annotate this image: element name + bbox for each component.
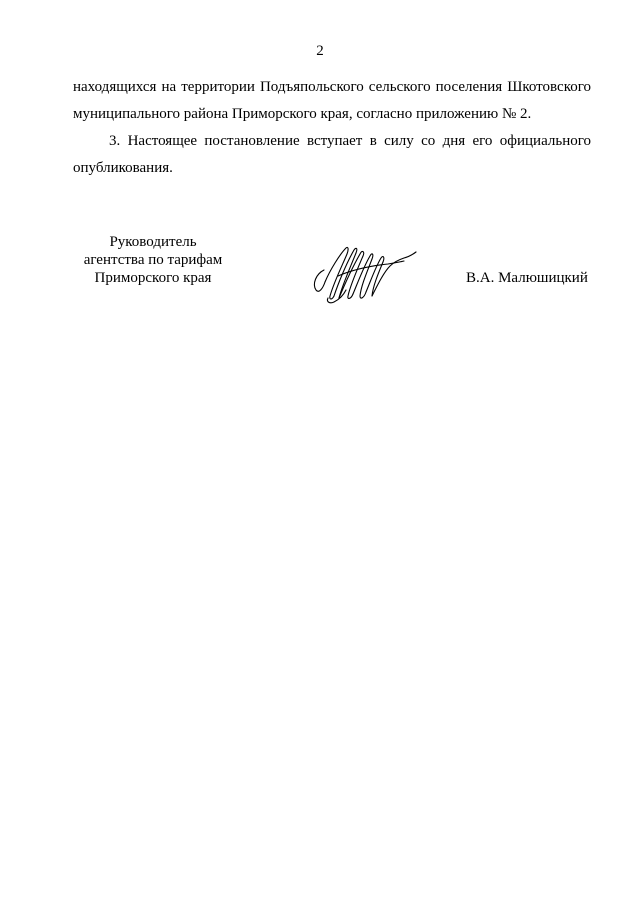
- text-line: 3. Настоящее постановление вступает в силу со дня его официального: [109, 133, 591, 149]
- paragraph-clause-3: [73, 128, 591, 182]
- text-line: муниципального района Приморского края, согласно приложению № 2.: [73, 106, 532, 122]
- signer-title-line: агентства по тарифам: [83, 252, 223, 268]
- text-line: находящихся на территории Подъяпольского сельского поселения Шкотовского: [73, 79, 591, 95]
- signer-name: В.А. Малюшицкий: [466, 270, 588, 286]
- page-number: 2: [316, 43, 324, 59]
- signer-title-line: Приморского края: [94, 270, 212, 286]
- signer-title: [78, 233, 228, 287]
- body-text: [73, 74, 591, 182]
- text-line: опубликования.: [73, 160, 173, 176]
- handwritten-signature-icon: [308, 240, 420, 306]
- paragraph-continuation: [73, 74, 591, 128]
- signer-title-line: Руководитель: [109, 234, 197, 250]
